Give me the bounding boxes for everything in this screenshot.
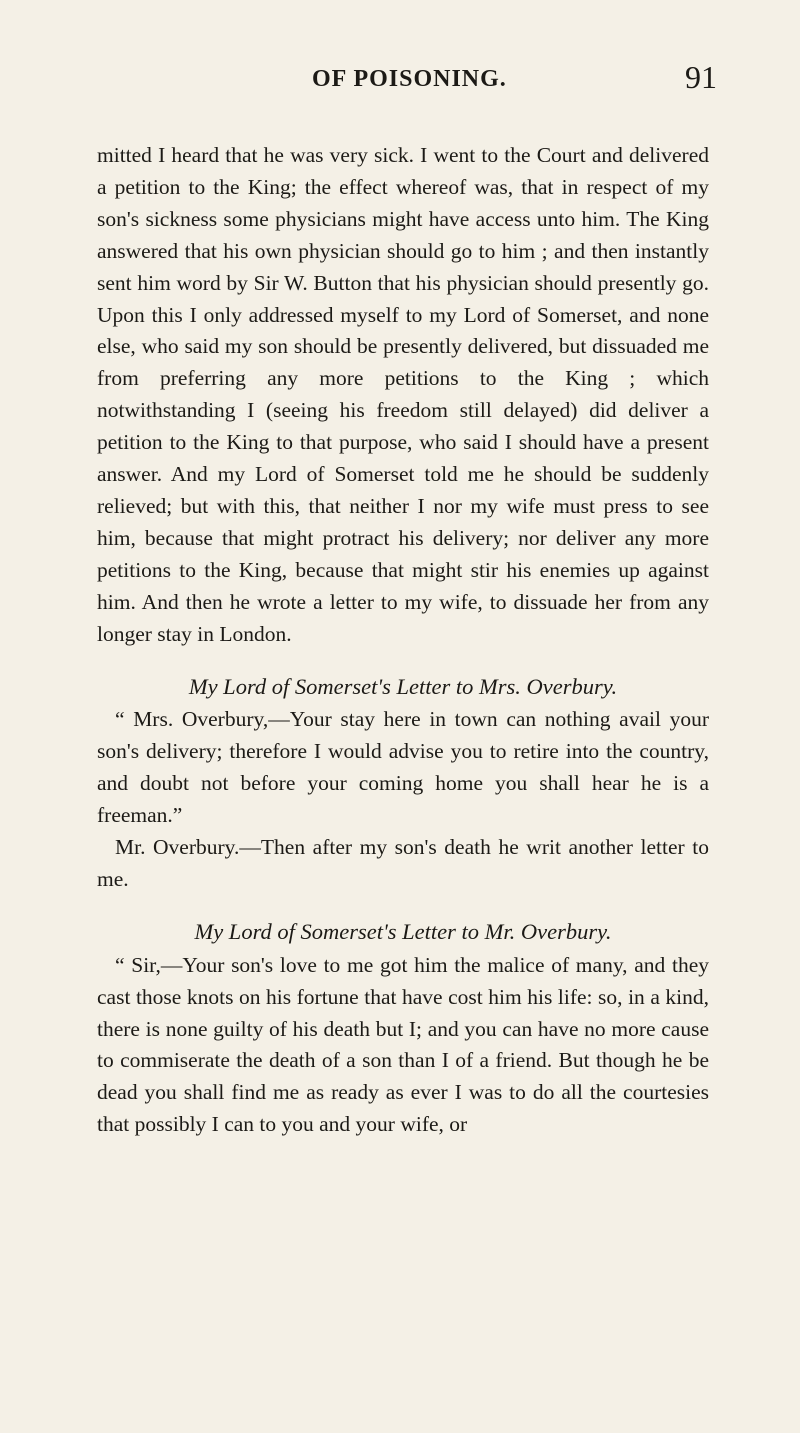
page-number: 91 <box>685 59 717 95</box>
letter-heading-to-mr-overbury: My Lord of Somerset's Letter to Mr. Overbury. <box>194 918 612 944</box>
running-head-title: OF POISONING. <box>312 66 507 92</box>
letter-text-to-mrs-overbury: “ Mrs. Overbury,—Your stay here in town can nothing avail your son's delivery; therefore I would advise you to retire into the country, and doubt not before your coming home you shall hear he is a freeman.” <box>97 707 709 828</box>
body-text <box>97 140 709 1141</box>
running-head <box>0 59 800 122</box>
letter-heading-to-mrs-overbury: My Lord of Somerset's Letter to Mrs. Overbury. <box>188 673 618 699</box>
letter-text-to-mr-overbury: “ Sir,—Your son's love to me got him the malice of many, and they cast those knots on his fortune that have cost him his life: so, in a kind, there is none guilty of his death but I; and you can have no more cause to commiserate the death of a son than I of a friend. But though he be dead you shall find me as ready as ever I was to do all the courtesies that possibly I can to you and your wife, or <box>97 952 709 1137</box>
paragraph-mr-overbury-statement: Mr. Overbury.—Then after my son's death he writ another letter to me. <box>97 835 709 891</box>
paragraph-petition-account: mitted I heard that he was very sick. I went to the Court and delivered a petition to the King; the effect whereof was, that in respect of my son's sickness some physicians might have access unto him. The King answered that his own physician should go to him ; and then instantly sent him word by Sir W. Button that his physician should presently go. Upon this I only addressed myself to my Lord of Somerset, and none else, who said my son should be presently delivered, but dissuaded me from preferring any more petitions to the King ; which notwithstanding I (seeing his freedom still delayed) did deliver a petition to the King to that purpose, who said I should have a present answer. And my Lord of Somerset told me he should be suddenly relieved; but with this, that neither I nor my wife must press to see him, because that might protract his delivery; nor deliver any more petitions to the King, because that might stir his enemies up against him. And then he wrote a letter to my wife, to dissuade her from any longer stay in London. <box>97 143 709 646</box>
